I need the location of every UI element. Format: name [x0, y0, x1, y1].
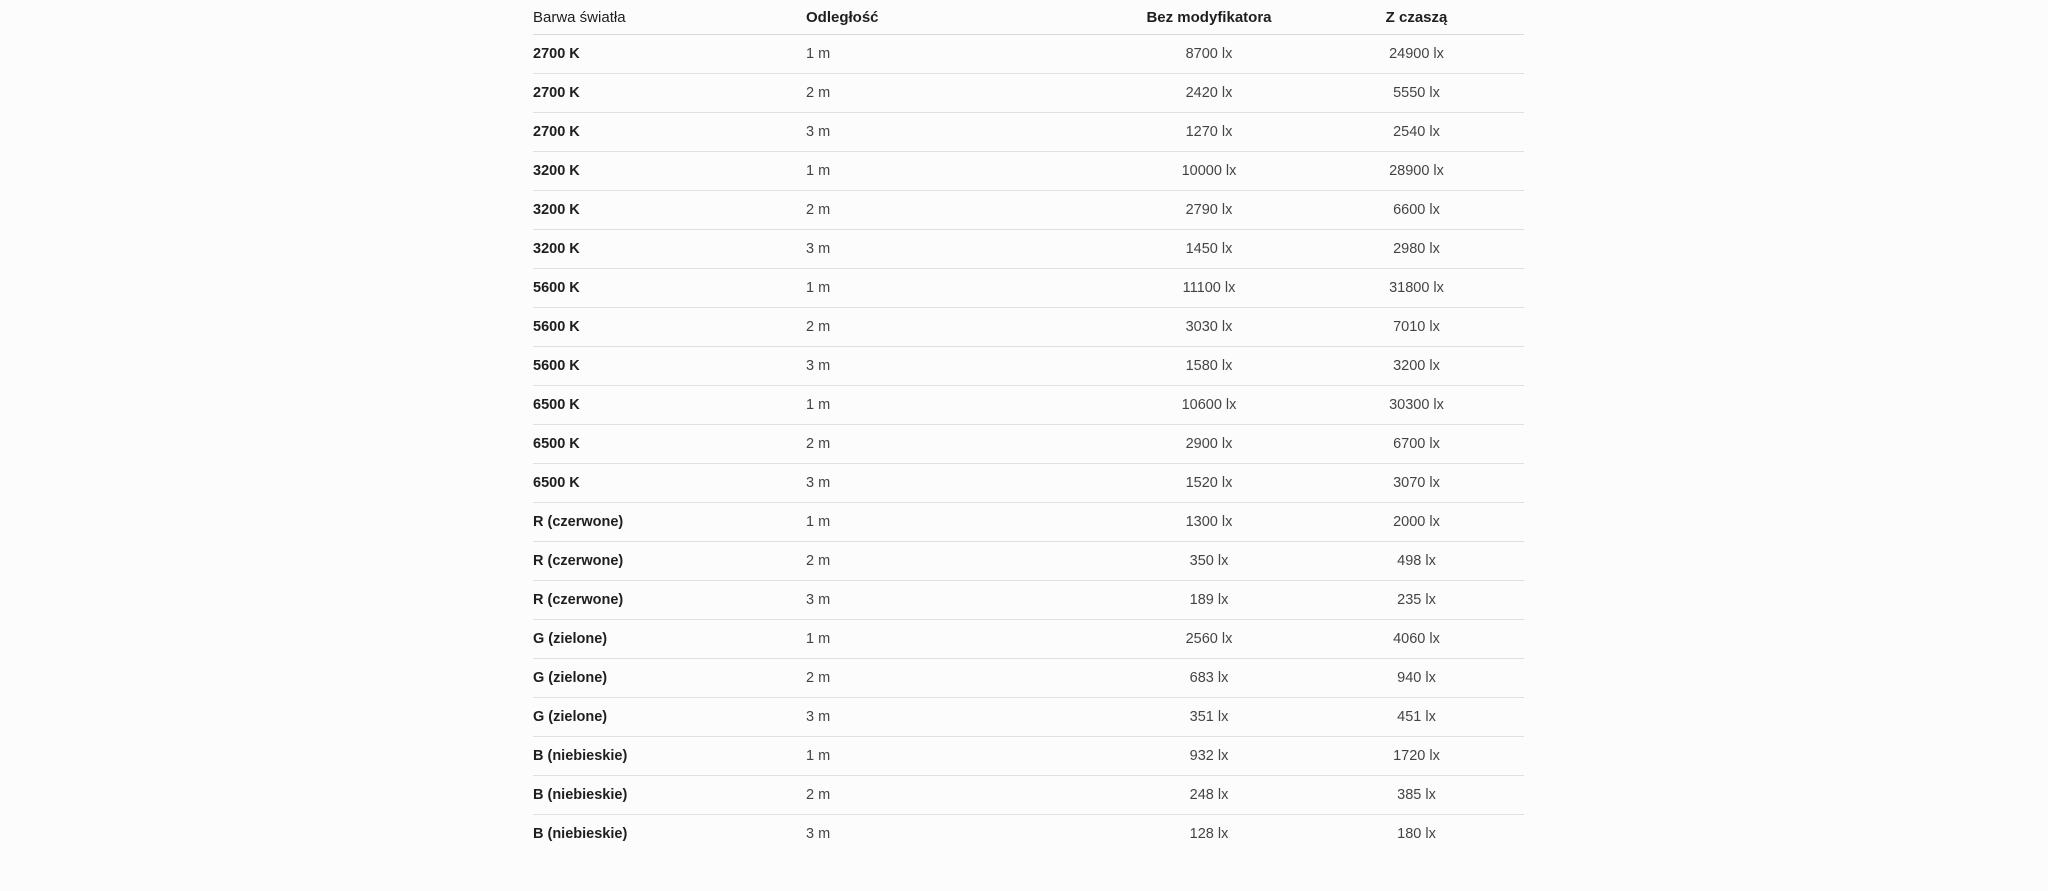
- cell-without-modifier: 128 lx: [1189, 826, 1229, 842]
- cell-distance: 2 m: [806, 425, 1079, 464]
- cell-without-modifier: 2900 lx: [1079, 425, 1309, 464]
- table-header: [533, 0, 1524, 35]
- table-row: [533, 503, 1524, 542]
- cell-color: 2700 K: [533, 113, 806, 152]
- cell-without-modifier: 3030 lx: [1079, 308, 1309, 347]
- table-row: [533, 464, 1524, 503]
- cell-without-modifier: 1300 lx: [1079, 503, 1309, 542]
- cell-with-reflector: 3070 lx: [1309, 464, 1524, 503]
- cell-color: G (zielone): [533, 620, 806, 659]
- cell-color: 3200 K: [533, 191, 806, 230]
- cell-without-modifier: 351 lx: [1079, 698, 1309, 737]
- cell-distance: 2 m: [806, 776, 1079, 815]
- table-row: [533, 737, 1524, 776]
- cell-distance: 2 m: [806, 542, 1079, 581]
- cell-color: 6500 K: [533, 386, 806, 425]
- cell-without-modifier: 248 lx: [1079, 776, 1309, 815]
- table-row: [533, 659, 1524, 698]
- cell-with-reflector: 1720 lx: [1309, 737, 1524, 776]
- cell-without-modifier: 10000 lx: [1079, 152, 1309, 191]
- cell-with-reflector: 6600 lx: [1309, 191, 1524, 230]
- cell-with-reflector: 6700 lx: [1309, 425, 1524, 464]
- cell-distance: 2 m: [806, 74, 1079, 113]
- cell-color: 3200 K: [533, 230, 806, 269]
- table-row: [533, 386, 1524, 425]
- cell-distance: 1 m: [806, 152, 1079, 191]
- table-row: [533, 581, 1524, 620]
- cell-distance: 3 m: [806, 347, 1079, 386]
- cell-color: B (niebieskie): [533, 776, 806, 815]
- cell-distance: 1 m: [806, 620, 1079, 659]
- cell-with-reflector: 5550 lx: [1309, 74, 1524, 113]
- table-body: [533, 35, 1524, 854]
- cell-with-reflector: 451 lx: [1309, 698, 1524, 737]
- header-color: Barwa światła: [533, 0, 806, 35]
- cell-without-modifier: 1520 lx: [1079, 464, 1309, 503]
- cell-with-reflector: 940 lx: [1309, 659, 1524, 698]
- cell-distance: 1 m: [806, 35, 1079, 74]
- table-row: [533, 308, 1524, 347]
- header-distance: Odległość: [806, 0, 1079, 35]
- cell-distance: 3 m: [806, 698, 1079, 737]
- cell-color: 3200 K: [533, 152, 806, 191]
- cell-without-modifier: 932 lx: [1079, 737, 1309, 776]
- cell-distance: 2 m: [806, 659, 1079, 698]
- cell-with-reflector: 7010 lx: [1309, 308, 1524, 347]
- cell-color: 2700 K: [533, 35, 806, 74]
- cell-color: 5600 K: [533, 269, 806, 308]
- cell-with-reflector: 24900 lx: [1309, 35, 1524, 74]
- header-without-modifier: Bez modyfikatora: [1079, 0, 1309, 35]
- cell-without-modifier: 189 lx: [1079, 581, 1309, 620]
- cell-without-modifier: 350 lx: [1079, 542, 1309, 581]
- cell-distance: 3 m: [806, 581, 1079, 620]
- table-row: [533, 698, 1524, 737]
- cell-with-reflector: 3200 lx: [1309, 347, 1524, 386]
- cell-with-reflector: 2980 lx: [1309, 230, 1524, 269]
- cell-with-reflector: 28900 lx: [1309, 152, 1524, 191]
- table-row: [533, 425, 1524, 464]
- cell-with-reflector: 31800 lx: [1309, 269, 1524, 308]
- cell-color: R (czerwone): [533, 581, 806, 620]
- cell-without-modifier: 2420 lx: [1079, 74, 1309, 113]
- table-row: [533, 152, 1524, 191]
- cell-distance: 1 m: [806, 503, 1079, 542]
- table-row: [533, 35, 1524, 74]
- cell-distance: 3 m: [806, 113, 1079, 152]
- table-row: [533, 542, 1524, 581]
- cell-without-modifier: 8700 lx: [1079, 35, 1309, 74]
- cell-color: 5600 K: [533, 347, 806, 386]
- cell-color: B (niebieskie): [533, 826, 628, 842]
- table-row: [533, 620, 1524, 659]
- cell-color: G (zielone): [533, 659, 806, 698]
- header-row: [533, 0, 1524, 35]
- cell-distance: 1 m: [806, 269, 1079, 308]
- cell-without-modifier: 10600 lx: [1079, 386, 1309, 425]
- table-row: [533, 74, 1524, 113]
- table-row: [533, 269, 1524, 308]
- table-row: [533, 191, 1524, 230]
- cell-with-reflector: 30300 lx: [1309, 386, 1524, 425]
- illuminance-table: [533, 0, 1524, 853]
- cell-without-modifier: 1270 lx: [1079, 113, 1309, 152]
- cell-with-reflector: 2000 lx: [1309, 503, 1524, 542]
- cell-distance: 1 m: [806, 386, 1079, 425]
- cell-without-modifier: 683 lx: [1079, 659, 1309, 698]
- table-row: [533, 230, 1524, 269]
- cell-with-reflector: 2540 lx: [1309, 113, 1524, 152]
- cell-without-modifier: 2790 lx: [1079, 191, 1309, 230]
- cell-distance: 2 m: [806, 191, 1079, 230]
- cell-with-reflector: 235 lx: [1309, 581, 1524, 620]
- cell-with-reflector: 180 lx: [1397, 826, 1436, 842]
- illuminance-table-container: [533, 0, 1524, 853]
- cell-color: G (zielone): [533, 698, 806, 737]
- cell-color: 5600 K: [533, 308, 806, 347]
- table-row: [533, 347, 1524, 386]
- table-row: [533, 776, 1524, 815]
- cell-color: 6500 K: [533, 464, 806, 503]
- table-row: [533, 113, 1524, 152]
- cell-color: R (czerwone): [533, 503, 806, 542]
- cell-distance: 1 m: [806, 737, 1079, 776]
- cell-without-modifier: 1450 lx: [1079, 230, 1309, 269]
- cell-color: R (czerwone): [533, 542, 806, 581]
- table-row: [533, 815, 1524, 854]
- header-with-reflector: Z czaszą: [1309, 0, 1524, 35]
- cell-color: B (niebieskie): [533, 737, 806, 776]
- cell-color: 2700 K: [533, 74, 806, 113]
- cell-distance: 3 m: [806, 826, 831, 842]
- cell-with-reflector: 385 lx: [1309, 776, 1524, 815]
- cell-distance: 3 m: [806, 464, 1079, 503]
- cell-distance: 2 m: [806, 308, 1079, 347]
- cell-without-modifier: 1580 lx: [1079, 347, 1309, 386]
- cell-color: 6500 K: [533, 425, 806, 464]
- cell-without-modifier: 11100 lx: [1079, 269, 1309, 308]
- cell-without-modifier: 2560 lx: [1079, 620, 1309, 659]
- cell-with-reflector: 498 lx: [1309, 542, 1524, 581]
- cell-distance: 3 m: [806, 230, 1079, 269]
- cell-with-reflector: 4060 lx: [1309, 620, 1524, 659]
